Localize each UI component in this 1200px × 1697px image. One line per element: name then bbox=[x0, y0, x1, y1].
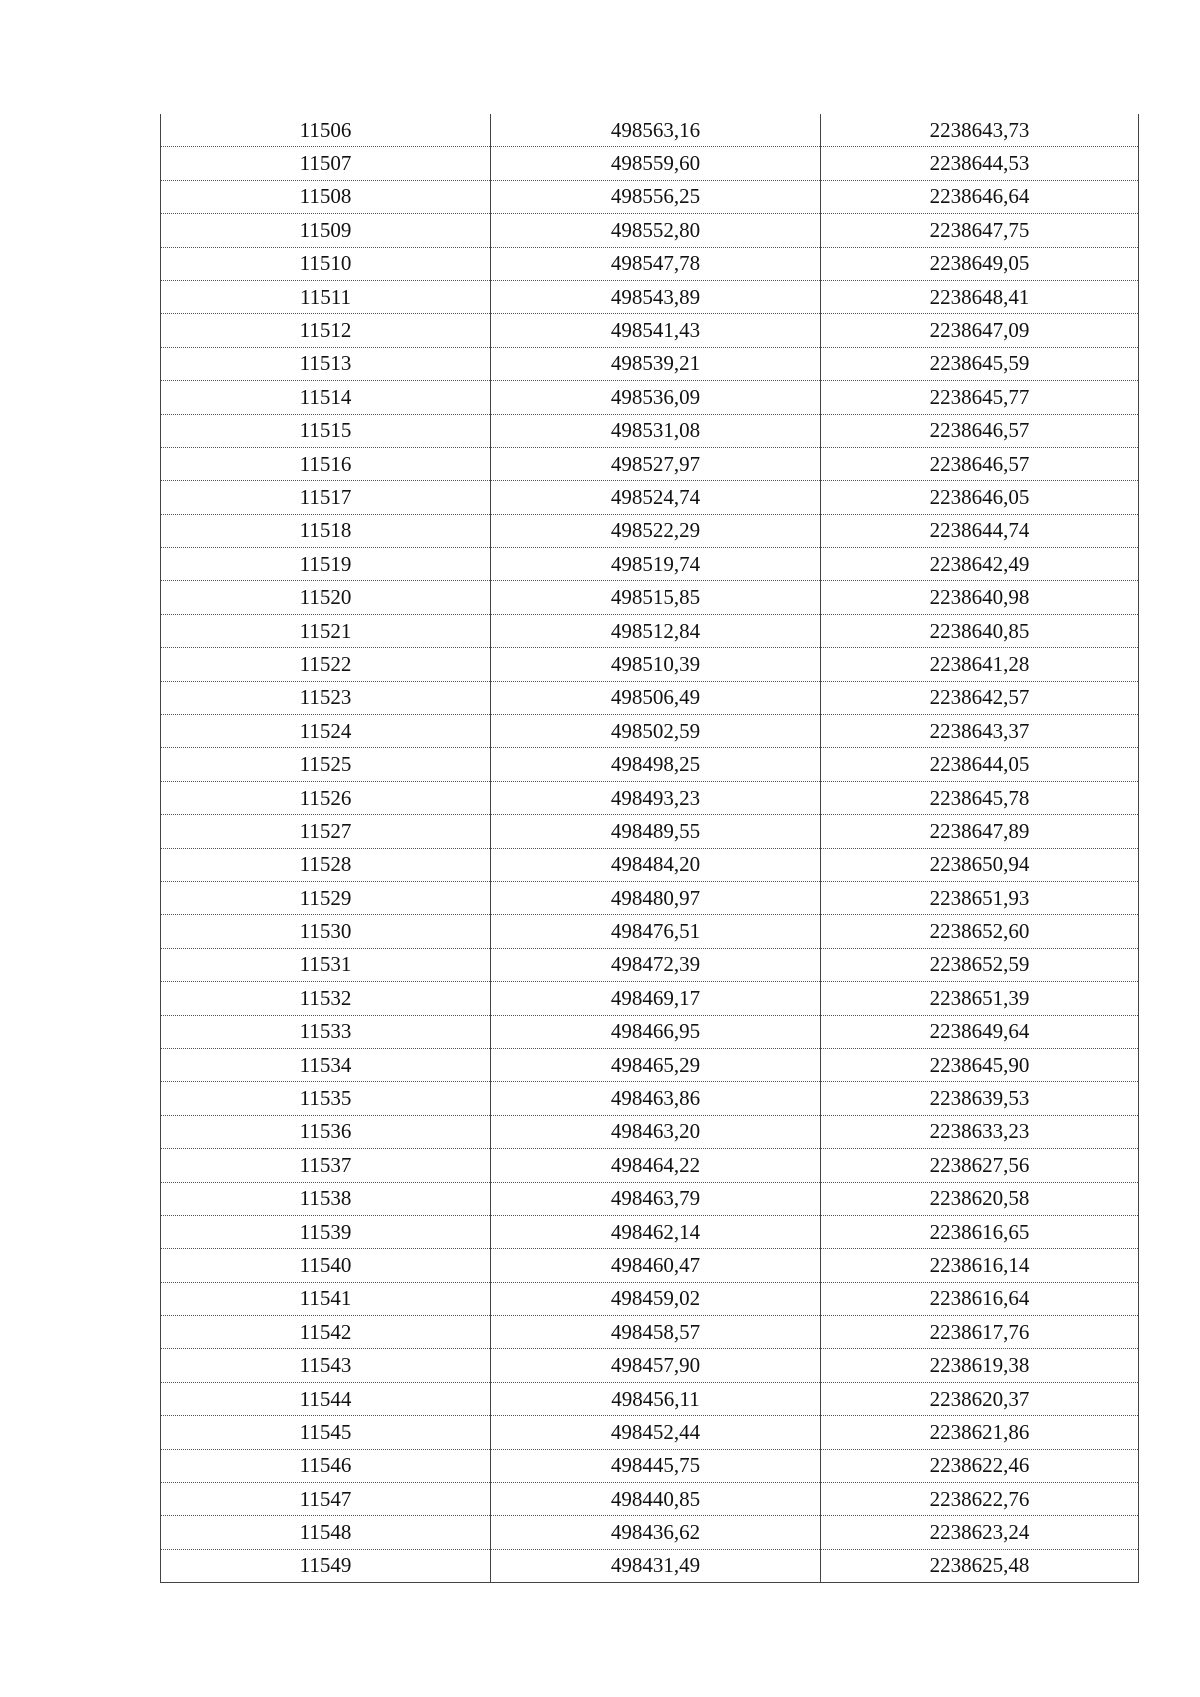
table-row bbox=[161, 114, 1139, 147]
y-coordinate-cell: 2238643,73 bbox=[821, 114, 1139, 147]
table-row bbox=[161, 1382, 1139, 1415]
table-row bbox=[161, 1316, 1139, 1349]
table-row bbox=[161, 548, 1139, 581]
point-number-cell: 11507 bbox=[161, 147, 491, 180]
table-row bbox=[161, 1115, 1139, 1148]
y-coordinate-cell: 2238647,89 bbox=[821, 815, 1139, 848]
x-coordinate-cell: 498472,39 bbox=[491, 948, 821, 981]
point-number-cell: 11529 bbox=[161, 881, 491, 914]
x-coordinate-cell: 498469,17 bbox=[491, 982, 821, 1015]
point-number-cell: 11509 bbox=[161, 214, 491, 247]
y-coordinate-cell: 2238652,59 bbox=[821, 948, 1139, 981]
table-row bbox=[161, 614, 1139, 647]
point-number-cell: 11526 bbox=[161, 781, 491, 814]
y-coordinate-cell: 2238648,41 bbox=[821, 280, 1139, 313]
x-coordinate-cell: 498519,74 bbox=[491, 548, 821, 581]
point-number-cell: 11548 bbox=[161, 1516, 491, 1549]
point-number-cell: 11534 bbox=[161, 1048, 491, 1081]
table-row bbox=[161, 147, 1139, 180]
point-number-cell: 11522 bbox=[161, 648, 491, 681]
point-number-cell: 11515 bbox=[161, 414, 491, 447]
point-number-cell: 11519 bbox=[161, 548, 491, 581]
y-coordinate-cell: 2238646,64 bbox=[821, 180, 1139, 213]
y-coordinate-cell: 2238620,37 bbox=[821, 1382, 1139, 1415]
point-number-cell: 11541 bbox=[161, 1282, 491, 1315]
y-coordinate-cell: 2238646,57 bbox=[821, 447, 1139, 480]
point-number-cell: 11540 bbox=[161, 1249, 491, 1282]
x-coordinate-cell: 498524,74 bbox=[491, 481, 821, 514]
point-number-cell: 11545 bbox=[161, 1416, 491, 1449]
y-coordinate-cell: 2238622,46 bbox=[821, 1449, 1139, 1482]
point-number-cell: 11537 bbox=[161, 1149, 491, 1182]
table-row bbox=[161, 748, 1139, 781]
point-number-cell: 11533 bbox=[161, 1015, 491, 1048]
point-number-cell: 11514 bbox=[161, 381, 491, 414]
table-row bbox=[161, 715, 1139, 748]
table-row bbox=[161, 314, 1139, 347]
y-coordinate-cell: 2238643,37 bbox=[821, 715, 1139, 748]
y-coordinate-cell: 2238644,05 bbox=[821, 748, 1139, 781]
y-coordinate-cell: 2238645,78 bbox=[821, 781, 1139, 814]
x-coordinate-cell: 498452,44 bbox=[491, 1416, 821, 1449]
x-coordinate-cell: 498466,95 bbox=[491, 1015, 821, 1048]
point-number-cell: 11536 bbox=[161, 1115, 491, 1148]
table-row bbox=[161, 1048, 1139, 1081]
y-coordinate-cell: 2238642,57 bbox=[821, 681, 1139, 714]
table-row bbox=[161, 881, 1139, 914]
table-row bbox=[161, 1416, 1139, 1449]
x-coordinate-cell: 498480,97 bbox=[491, 881, 821, 914]
y-coordinate-cell: 2238646,57 bbox=[821, 414, 1139, 447]
x-coordinate-cell: 498493,23 bbox=[491, 781, 821, 814]
x-coordinate-cell: 498547,78 bbox=[491, 247, 821, 280]
table-row bbox=[161, 214, 1139, 247]
point-number-cell: 11532 bbox=[161, 982, 491, 1015]
y-coordinate-cell: 2238622,76 bbox=[821, 1483, 1139, 1516]
y-coordinate-cell: 2238646,05 bbox=[821, 481, 1139, 514]
point-number-cell: 11508 bbox=[161, 180, 491, 213]
table-row bbox=[161, 581, 1139, 614]
point-number-cell: 11542 bbox=[161, 1316, 491, 1349]
table-row bbox=[161, 815, 1139, 848]
point-number-cell: 11521 bbox=[161, 614, 491, 647]
x-coordinate-cell: 498512,84 bbox=[491, 614, 821, 647]
y-coordinate-cell: 2238652,60 bbox=[821, 915, 1139, 948]
y-coordinate-cell: 2238641,28 bbox=[821, 648, 1139, 681]
y-coordinate-cell: 2238642,49 bbox=[821, 548, 1139, 581]
table-row bbox=[161, 1182, 1139, 1215]
point-number-cell: 11528 bbox=[161, 848, 491, 881]
y-coordinate-cell: 2238617,76 bbox=[821, 1316, 1139, 1349]
table-row bbox=[161, 514, 1139, 547]
point-number-cell: 11523 bbox=[161, 681, 491, 714]
x-coordinate-cell: 498556,25 bbox=[491, 180, 821, 213]
point-number-cell: 11546 bbox=[161, 1449, 491, 1482]
x-coordinate-cell: 498436,62 bbox=[491, 1516, 821, 1549]
table-row bbox=[161, 681, 1139, 714]
point-number-cell: 11518 bbox=[161, 514, 491, 547]
x-coordinate-cell: 498462,14 bbox=[491, 1215, 821, 1248]
point-number-cell: 11539 bbox=[161, 1215, 491, 1248]
point-number-cell: 11530 bbox=[161, 915, 491, 948]
x-coordinate-cell: 498498,25 bbox=[491, 748, 821, 781]
y-coordinate-cell: 2238649,05 bbox=[821, 247, 1139, 280]
table-row bbox=[161, 1549, 1139, 1582]
point-number-cell: 11517 bbox=[161, 481, 491, 514]
y-coordinate-cell: 2238625,48 bbox=[821, 1549, 1139, 1582]
y-coordinate-cell: 2238640,85 bbox=[821, 614, 1139, 647]
x-coordinate-cell: 498506,49 bbox=[491, 681, 821, 714]
table-row bbox=[161, 481, 1139, 514]
x-coordinate-cell: 498476,51 bbox=[491, 915, 821, 948]
table-row bbox=[161, 1483, 1139, 1516]
table-row bbox=[161, 848, 1139, 881]
y-coordinate-cell: 2238645,90 bbox=[821, 1048, 1139, 1081]
table-row bbox=[161, 180, 1139, 213]
y-coordinate-cell: 2238619,38 bbox=[821, 1349, 1139, 1382]
x-coordinate-cell: 498489,55 bbox=[491, 815, 821, 848]
y-coordinate-cell: 2238647,75 bbox=[821, 214, 1139, 247]
x-coordinate-cell: 498456,11 bbox=[491, 1382, 821, 1415]
table-row bbox=[161, 381, 1139, 414]
x-coordinate-cell: 498463,86 bbox=[491, 1082, 821, 1115]
x-coordinate-cell: 498431,49 bbox=[491, 1549, 821, 1582]
table-row bbox=[161, 982, 1139, 1015]
table-row bbox=[161, 1082, 1139, 1115]
x-coordinate-cell: 498463,20 bbox=[491, 1115, 821, 1148]
y-coordinate-cell: 2238645,59 bbox=[821, 347, 1139, 380]
point-number-cell: 11506 bbox=[161, 114, 491, 147]
y-coordinate-cell: 2238616,65 bbox=[821, 1215, 1139, 1248]
x-coordinate-cell: 498440,85 bbox=[491, 1483, 821, 1516]
table-row bbox=[161, 1349, 1139, 1382]
point-number-cell: 11511 bbox=[161, 280, 491, 313]
x-coordinate-cell: 498522,29 bbox=[491, 514, 821, 547]
x-coordinate-cell: 498539,21 bbox=[491, 347, 821, 380]
y-coordinate-cell: 2238621,86 bbox=[821, 1416, 1139, 1449]
x-coordinate-cell: 498458,57 bbox=[491, 1316, 821, 1349]
x-coordinate-cell: 498465,29 bbox=[491, 1048, 821, 1081]
point-number-cell: 11524 bbox=[161, 715, 491, 748]
point-number-cell: 11549 bbox=[161, 1549, 491, 1582]
x-coordinate-cell: 498541,43 bbox=[491, 314, 821, 347]
point-number-cell: 11527 bbox=[161, 815, 491, 848]
y-coordinate-cell: 2238650,94 bbox=[821, 848, 1139, 881]
point-number-cell: 11544 bbox=[161, 1382, 491, 1415]
point-number-cell: 11547 bbox=[161, 1483, 491, 1516]
table-row bbox=[161, 347, 1139, 380]
x-coordinate-cell: 498459,02 bbox=[491, 1282, 821, 1315]
x-coordinate-cell: 498552,80 bbox=[491, 214, 821, 247]
point-number-cell: 11513 bbox=[161, 347, 491, 380]
y-coordinate-cell: 2238620,58 bbox=[821, 1182, 1139, 1215]
y-coordinate-cell: 2238644,74 bbox=[821, 514, 1139, 547]
point-number-cell: 11525 bbox=[161, 748, 491, 781]
table-row bbox=[161, 1282, 1139, 1315]
x-coordinate-cell: 498502,59 bbox=[491, 715, 821, 748]
table-row bbox=[161, 948, 1139, 981]
point-number-cell: 11538 bbox=[161, 1182, 491, 1215]
point-number-cell: 11516 bbox=[161, 447, 491, 480]
y-coordinate-cell: 2238627,56 bbox=[821, 1149, 1139, 1182]
point-number-cell: 11531 bbox=[161, 948, 491, 981]
x-coordinate-cell: 498463,79 bbox=[491, 1182, 821, 1215]
table-row bbox=[161, 414, 1139, 447]
table-row bbox=[161, 447, 1139, 480]
point-number-cell: 11535 bbox=[161, 1082, 491, 1115]
y-coordinate-cell: 2238616,14 bbox=[821, 1249, 1139, 1282]
x-coordinate-cell: 498445,75 bbox=[491, 1449, 821, 1482]
table-row bbox=[161, 280, 1139, 313]
y-coordinate-cell: 2238616,64 bbox=[821, 1282, 1139, 1315]
x-coordinate-cell: 498531,08 bbox=[491, 414, 821, 447]
y-coordinate-cell: 2238645,77 bbox=[821, 381, 1139, 414]
y-coordinate-cell: 2238649,64 bbox=[821, 1015, 1139, 1048]
table-row bbox=[161, 1215, 1139, 1248]
table-row bbox=[161, 1149, 1139, 1182]
table-row bbox=[161, 781, 1139, 814]
x-coordinate-cell: 498515,85 bbox=[491, 581, 821, 614]
table-row bbox=[161, 1015, 1139, 1048]
x-coordinate-cell: 498527,97 bbox=[491, 447, 821, 480]
x-coordinate-cell: 498464,22 bbox=[491, 1149, 821, 1182]
y-coordinate-cell: 2238651,39 bbox=[821, 982, 1139, 1015]
table-row bbox=[161, 247, 1139, 280]
table-row bbox=[161, 648, 1139, 681]
y-coordinate-cell: 2238647,09 bbox=[821, 314, 1139, 347]
table-row bbox=[161, 915, 1139, 948]
point-number-cell: 11512 bbox=[161, 314, 491, 347]
table-row bbox=[161, 1449, 1139, 1482]
table-row bbox=[161, 1516, 1139, 1549]
x-coordinate-cell: 498563,16 bbox=[491, 114, 821, 147]
y-coordinate-cell: 2238633,23 bbox=[821, 1115, 1139, 1148]
x-coordinate-cell: 498457,90 bbox=[491, 1349, 821, 1382]
table-row bbox=[161, 1249, 1139, 1282]
y-coordinate-cell: 2238644,53 bbox=[821, 147, 1139, 180]
coordinates-table bbox=[160, 114, 1139, 1583]
y-coordinate-cell: 2238640,98 bbox=[821, 581, 1139, 614]
y-coordinate-cell: 2238639,53 bbox=[821, 1082, 1139, 1115]
y-coordinate-cell: 2238651,93 bbox=[821, 881, 1139, 914]
x-coordinate-cell: 498510,39 bbox=[491, 648, 821, 681]
x-coordinate-cell: 498460,47 bbox=[491, 1249, 821, 1282]
x-coordinate-cell: 498536,09 bbox=[491, 381, 821, 414]
point-number-cell: 11510 bbox=[161, 247, 491, 280]
coordinates-table-body bbox=[161, 114, 1139, 1583]
y-coordinate-cell: 2238623,24 bbox=[821, 1516, 1139, 1549]
x-coordinate-cell: 498543,89 bbox=[491, 280, 821, 313]
point-number-cell: 11543 bbox=[161, 1349, 491, 1382]
x-coordinate-cell: 498484,20 bbox=[491, 848, 821, 881]
point-number-cell: 11520 bbox=[161, 581, 491, 614]
x-coordinate-cell: 498559,60 bbox=[491, 147, 821, 180]
